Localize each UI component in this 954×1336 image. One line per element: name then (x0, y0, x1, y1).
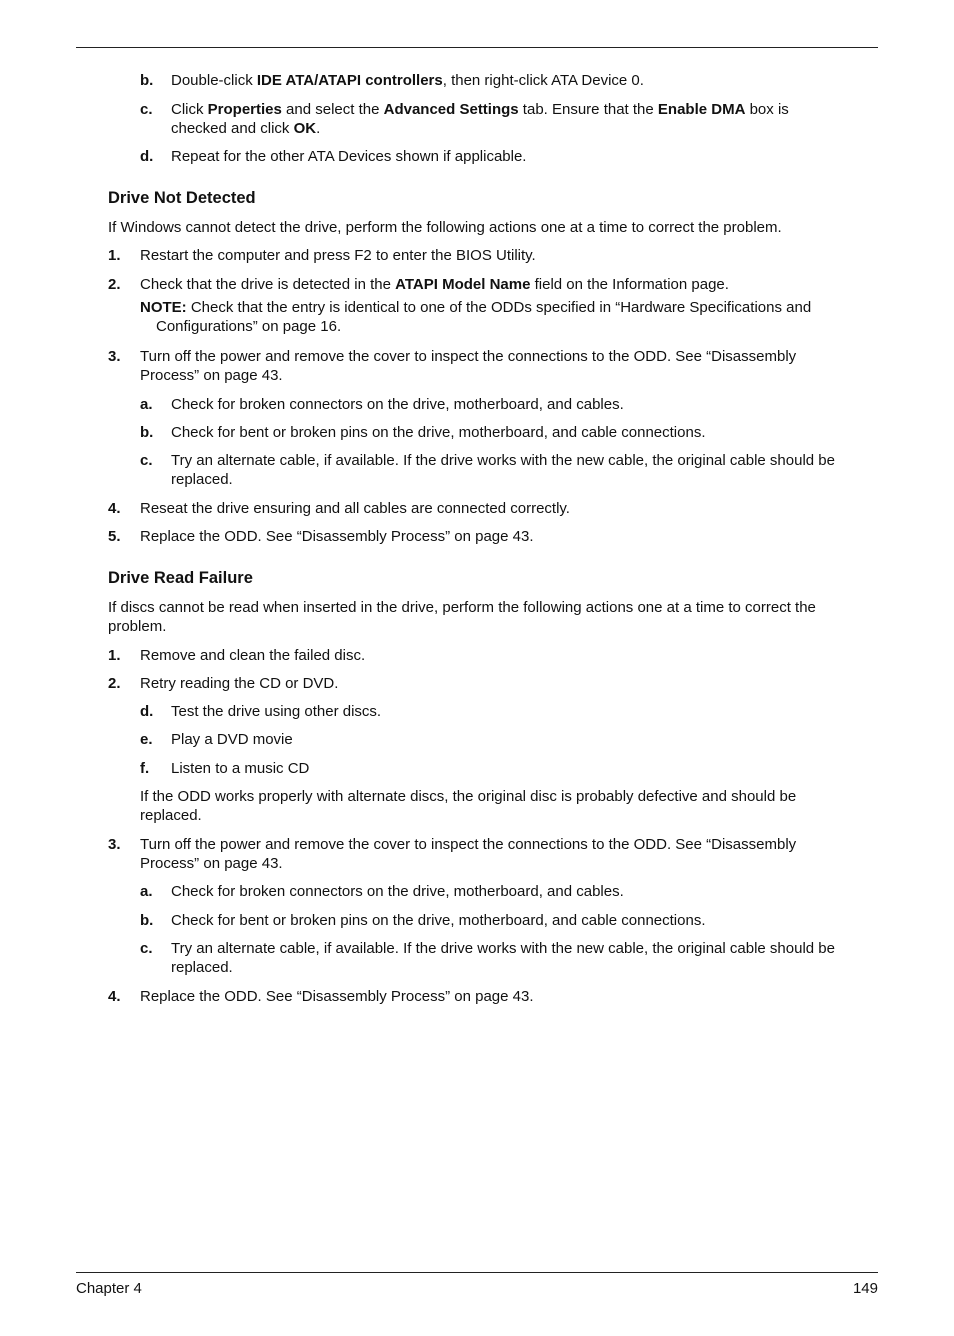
step-marker: d. (140, 148, 154, 165)
step-text: Check that the drive is detected in the ATAPI Model Name field on the Information page. (140, 276, 729, 293)
substep-text-continued: replaced. (171, 471, 233, 488)
step-marker: 4. (108, 500, 121, 517)
substep-marker: a. (140, 396, 153, 413)
substep-text: Check for broken connectors on the drive, motherboard, and cables. (171, 883, 624, 900)
step-text-continued: Process” on page 43. (140, 855, 283, 872)
step-text: Repeat for the other ATA Devices shown if applicable. (171, 148, 527, 165)
section-intro: If discs cannot be read when inserted in the drive, perform the following actions one at a time to correct the (108, 599, 816, 616)
substep-text: Listen to a music CD (171, 760, 310, 777)
step-text: Restart the computer and press F2 to enter the BIOS Utility. (140, 247, 536, 264)
substep-marker: a. (140, 883, 153, 900)
substep-marker: b. (140, 424, 154, 441)
step-marker: 2. (108, 675, 121, 692)
section-heading: Drive Read Failure (108, 569, 253, 587)
step-marker: 4. (108, 988, 121, 1005)
step-marker: b. (140, 72, 154, 89)
step-text: Turn off the power and remove the cover to inspect the connections to the ODD. See “Disassembly (140, 836, 797, 853)
step-text-continued: Process” on page 43. (140, 367, 283, 384)
substep-text: Check for broken connectors on the drive, motherboard, and cables. (171, 396, 624, 413)
step-marker: 3. (108, 836, 121, 853)
substep-text: Try an alternate cable, if available. If the drive works with the new cable, the original cable should be (171, 452, 835, 469)
section-heading: Drive Not Detected (108, 189, 256, 207)
note-text-continued: Configurations” on page 16. (156, 318, 342, 335)
step-marker: c. (140, 101, 153, 118)
step-marker: 5. (108, 528, 121, 545)
substep-marker: d. (140, 703, 154, 720)
note-text: NOTE: Check that the entry is identical to one of the ODDs specified in “Hardware Specifications and (140, 299, 812, 316)
step-text: Reseat the drive ensuring and all cables are connected correctly. (140, 500, 570, 517)
footer-rule (76, 1272, 878, 1273)
substep-text-continued: replaced. (171, 959, 233, 976)
section-intro-continued: problem. (108, 618, 167, 635)
step-text: Retry reading the CD or DVD. (140, 675, 339, 692)
step-marker: 2. (108, 276, 121, 293)
substep-text: Try an alternate cable, if available. If the drive works with the new cable, the original cable should be (171, 940, 835, 957)
step-text: Replace the ODD. See “Disassembly Process” on page 43. (140, 528, 534, 545)
substep-text: Play a DVD movie (171, 731, 293, 748)
substep-text: Test the drive using other discs. (171, 703, 382, 720)
substep-marker: f. (140, 760, 150, 777)
substep-marker: c. (140, 452, 153, 469)
substep-text: Check for bent or broken pins on the drive, motherboard, and cable connections. (171, 912, 706, 929)
step-text: Remove and clean the failed disc. (140, 647, 366, 664)
header-rule (76, 47, 878, 48)
step-text-continued: checked and click OK. (171, 120, 321, 137)
substep-marker: c. (140, 940, 153, 957)
substep-text: Check for bent or broken pins on the drive, motherboard, and cable connections. (171, 424, 706, 441)
step-marker: 1. (108, 647, 121, 664)
footer-page-number: 149 (852, 1280, 878, 1297)
step-marker: 3. (108, 348, 121, 365)
step-marker: 1. (108, 247, 121, 264)
section-intro: If Windows cannot detect the drive, perform the following actions one at a time to correct the problem. (108, 219, 782, 236)
step-text: Turn off the power and remove the cover to inspect the connections to the ODD. See “Disassembly (140, 348, 797, 365)
step-text: Double-click IDE ATA/ATAPI controllers, then right-click ATA Device 0. (171, 72, 644, 89)
substep-marker: b. (140, 912, 154, 929)
substep-marker: e. (140, 731, 153, 748)
step-text: Replace the ODD. See “Disassembly Process” on page 43. (140, 988, 534, 1005)
paragraph-text-continued: replaced. (140, 807, 202, 824)
step-text: Click Properties and select the Advanced Settings tab. Ensure that the Enable DMA box is (171, 101, 789, 118)
footer-chapter: Chapter 4 (76, 1280, 142, 1297)
paragraph-text: If the ODD works properly with alternate discs, the original disc is probably defective and should be (140, 788, 797, 805)
